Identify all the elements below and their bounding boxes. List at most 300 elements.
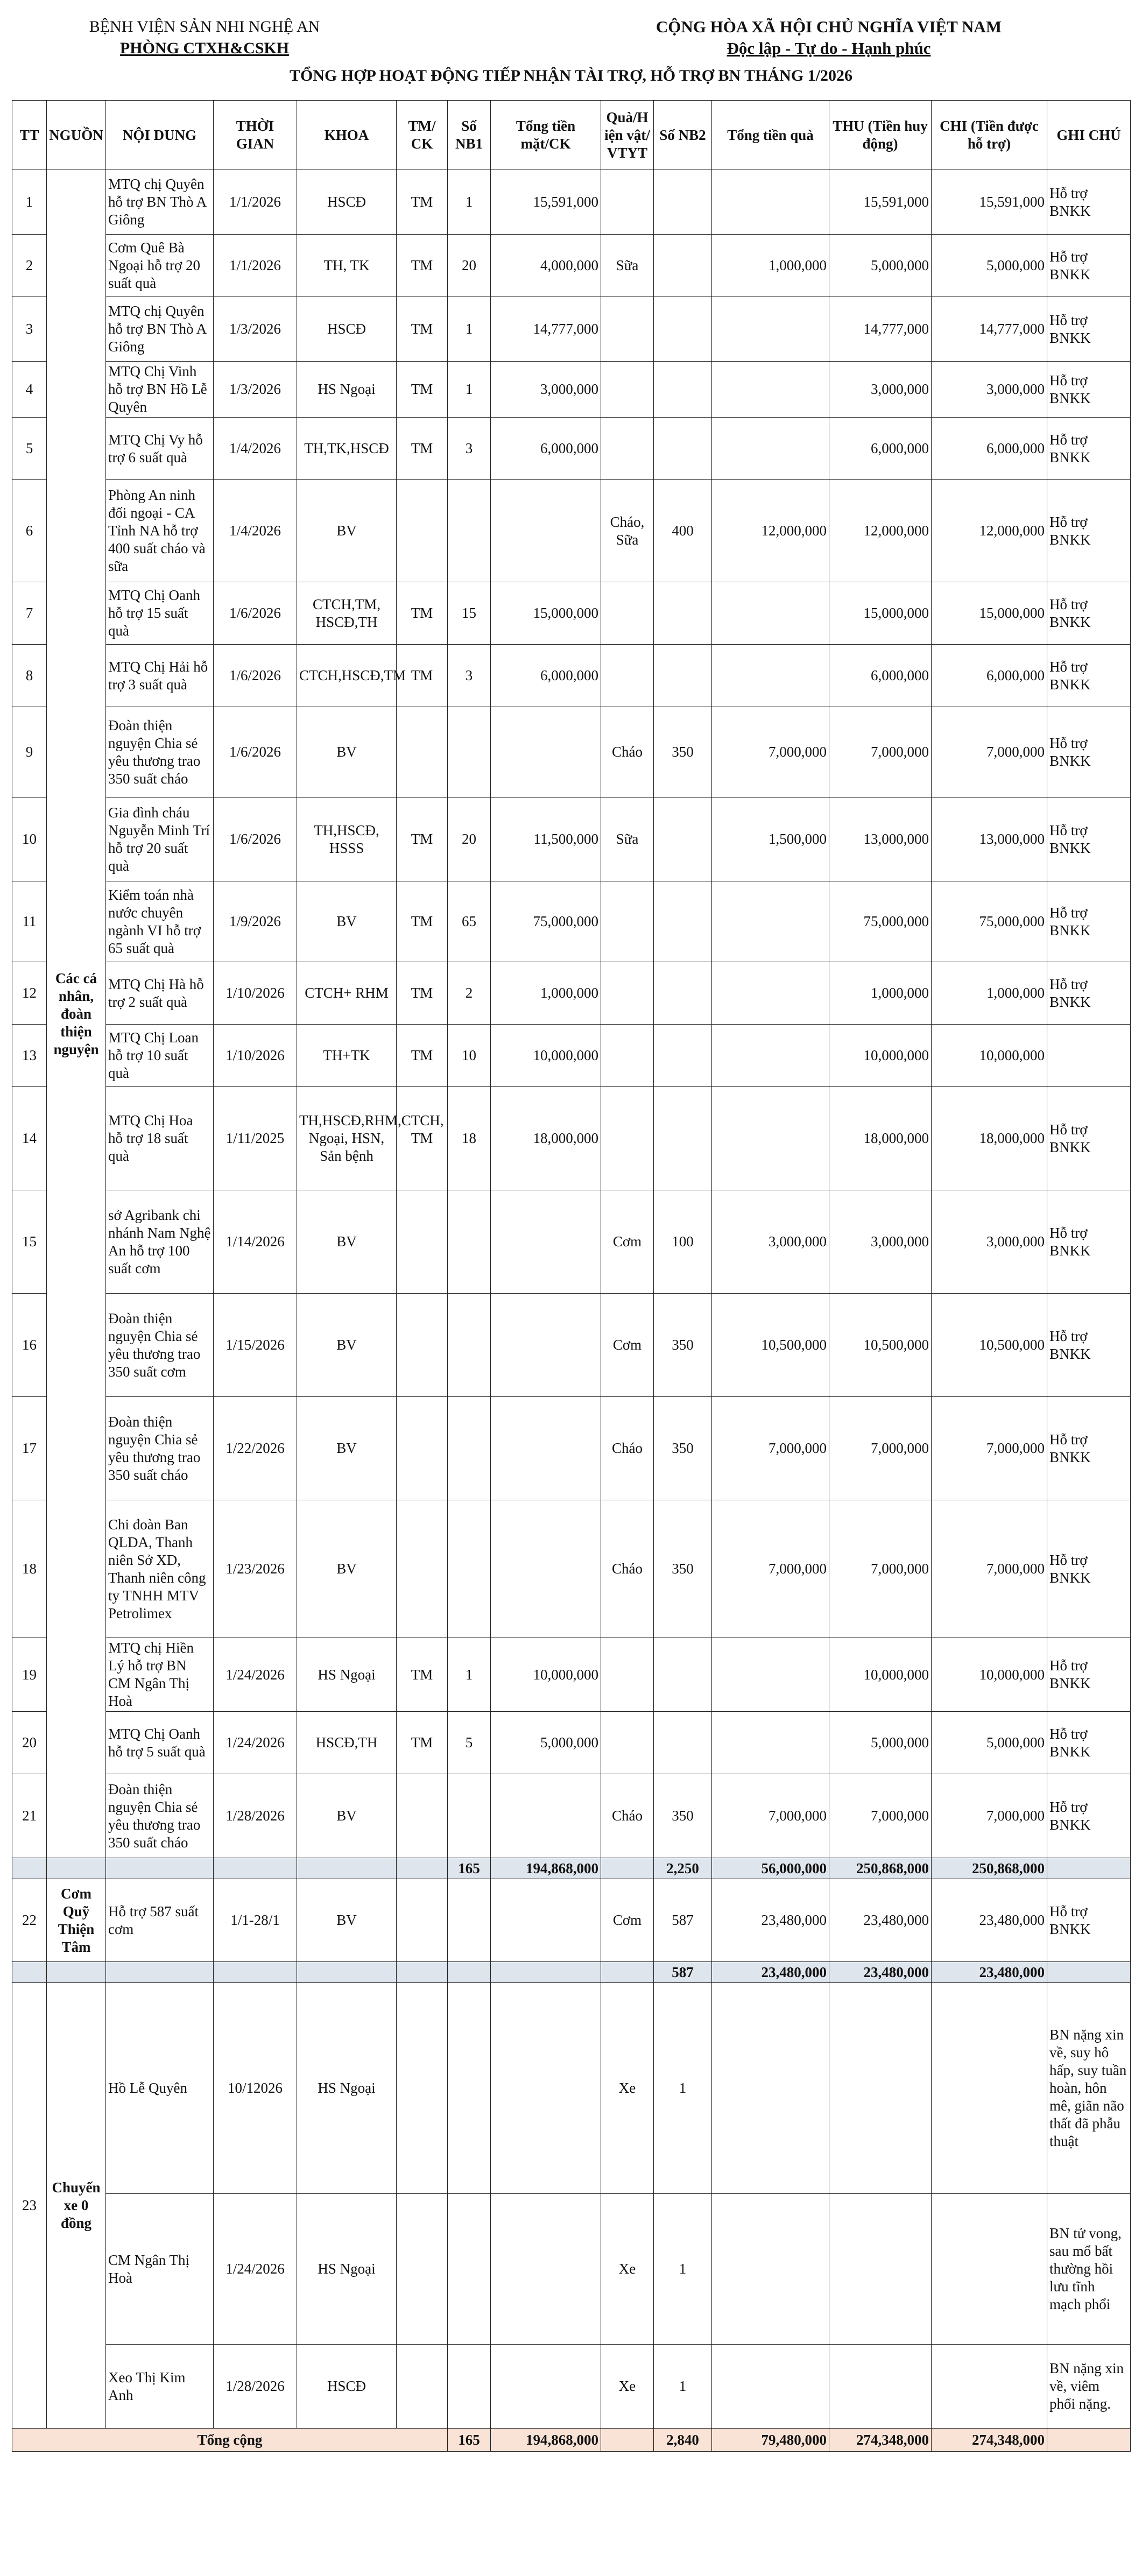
date-cell: 1/1-28/1 — [214, 1879, 297, 1962]
empty — [47, 1858, 106, 1879]
note-cell: Hỗ trợ BNKK — [1047, 1397, 1131, 1500]
gift-amount-cell — [712, 418, 829, 480]
col-header-nguon: NGUỒN — [47, 101, 106, 170]
row-number: 17 — [12, 1397, 47, 1500]
date-cell: 1/6/2026 — [214, 797, 297, 881]
organization-block — [65, 16, 344, 59]
patients-nb1-cell: 15 — [448, 582, 491, 645]
note-cell: Hỗ trợ BNKK — [1047, 1294, 1131, 1397]
cash-amount-cell — [491, 2345, 601, 2429]
gift-type-cell — [601, 1087, 654, 1190]
cash-amount-cell — [491, 1294, 601, 1397]
gift-amount-cell — [712, 1025, 829, 1087]
total-nb1: 165 — [448, 2429, 491, 2452]
income-cell: 3,000,000 — [829, 1190, 932, 1294]
date-cell: 1/6/2026 — [214, 645, 297, 707]
department-cell: BV — [297, 1879, 397, 1962]
cash-amount-cell: 18,000,000 — [491, 1087, 601, 1190]
gift-type-cell — [601, 362, 654, 418]
gift-amount-cell: 7,000,000 — [712, 1397, 829, 1500]
department-cell: BV — [297, 480, 397, 582]
payment-type-cell: TM — [397, 1712, 448, 1774]
table-row — [12, 418, 1131, 480]
patients-nb2-cell — [654, 362, 712, 418]
note-cell: BN nặng xin về, viêm phổi nặng. — [1047, 2345, 1131, 2429]
note-cell: Hỗ trợ BNKK — [1047, 1638, 1131, 1712]
gift-amount-cell — [712, 2194, 829, 2345]
date-cell: 1/24/2026 — [214, 2194, 297, 2345]
empty — [491, 1962, 601, 1983]
gift-amount-cell — [712, 1087, 829, 1190]
cash-amount-cell — [491, 1190, 601, 1294]
expense-cell: 6,000,000 — [932, 645, 1047, 707]
empty — [12, 1962, 47, 1983]
patients-nb2-cell — [654, 1638, 712, 1712]
table-row — [12, 362, 1131, 418]
expense-cell: 18,000,000 — [932, 1087, 1047, 1190]
note-cell: Hỗ trợ BNKK — [1047, 582, 1131, 645]
table-row — [12, 797, 1131, 881]
patients-nb2-cell: 350 — [654, 1294, 712, 1397]
table-row — [12, 1397, 1131, 1500]
note-cell: Hỗ trợ BNKK — [1047, 962, 1131, 1025]
cash-amount-cell: 4,000,000 — [491, 235, 601, 297]
subtotal-gift: 56,000,000 — [712, 1858, 829, 1879]
gift-type-cell — [601, 645, 654, 707]
cash-amount-cell: 15,000,000 — [491, 582, 601, 645]
cash-amount-cell — [491, 1774, 601, 1858]
subtotal-expense: 250,868,000 — [932, 1858, 1047, 1879]
payment-type-cell: TM — [397, 1638, 448, 1712]
department-cell: BV — [297, 1397, 397, 1500]
income-cell: 5,000,000 — [829, 235, 932, 297]
empty — [214, 1858, 297, 1879]
cash-amount-cell — [491, 2194, 601, 2345]
patients-nb1-cell — [448, 707, 491, 797]
date-cell: 1/24/2026 — [214, 1712, 297, 1774]
patients-nb1-cell — [448, 1879, 491, 1962]
expense-cell: 23,480,000 — [932, 1879, 1047, 1962]
payment-type-cell — [397, 480, 448, 582]
date-cell: 1/9/2026 — [214, 881, 297, 962]
cash-amount-cell — [491, 480, 601, 582]
patients-nb2-cell: 350 — [654, 707, 712, 797]
date-cell: 1/24/2026 — [214, 1638, 297, 1712]
total-gift: 79,480,000 — [712, 2429, 829, 2452]
patients-nb2-cell: 100 — [654, 1190, 712, 1294]
payment-type-cell — [397, 1879, 448, 1962]
gift-amount-cell — [712, 1638, 829, 1712]
patients-nb1-cell: 20 — [448, 797, 491, 881]
empty — [601, 1962, 654, 1983]
cash-amount-cell: 6,000,000 — [491, 418, 601, 480]
content-cell: MTQ Chị Hoa hỗ trợ 18 suất quà — [106, 1087, 214, 1190]
note-cell: Hỗ trợ BNKK — [1047, 235, 1131, 297]
payment-type-cell — [397, 1294, 448, 1397]
gift-amount-cell: 7,000,000 — [712, 1774, 829, 1858]
patients-nb1-cell — [448, 1294, 491, 1397]
gift-type-cell: Cơm — [601, 1294, 654, 1397]
row-number: 2 — [12, 235, 47, 297]
date-cell: 1/10/2026 — [214, 962, 297, 1025]
patients-nb1-cell: 2 — [448, 962, 491, 1025]
cash-amount-cell — [491, 1983, 601, 2194]
col-header-chi: CHI (Tiền được hỗ trợ) — [932, 101, 1047, 170]
patients-nb2-cell: 350 — [654, 1774, 712, 1858]
gift-type-cell: Sữa — [601, 235, 654, 297]
income-cell: 15,591,000 — [829, 170, 932, 235]
content-cell: sở Agribank chi nhánh Nam Nghệ An hỗ trợ 100 suất cơm — [106, 1190, 214, 1294]
income-cell: 75,000,000 — [829, 881, 932, 962]
table-row — [12, 707, 1131, 797]
date-cell: 1/4/2026 — [214, 418, 297, 480]
department-cell: CTCH,HSCĐ,TM — [297, 645, 397, 707]
expense-cell: 75,000,000 — [932, 881, 1047, 962]
content-cell: MTQ Chị Oanh hỗ trợ 5 suất quà — [106, 1712, 214, 1774]
table-row — [12, 1879, 1131, 1962]
patients-nb2-cell — [654, 235, 712, 297]
department-cell: HS Ngoại — [297, 1983, 397, 2194]
gift-type-cell: Cháo — [601, 1397, 654, 1500]
gift-amount-cell: 1,500,000 — [712, 797, 829, 881]
date-cell: 1/6/2026 — [214, 582, 297, 645]
cash-amount-cell: 6,000,000 — [491, 645, 601, 707]
gift-amount-cell: 12,000,000 — [712, 480, 829, 582]
table-row — [12, 1638, 1131, 1712]
note-cell: BN nặng xin về, suy hô hấp, suy tuần hoàn, hôn mê, giãn não thất đã phẫu thuật — [1047, 1983, 1131, 2194]
income-cell: 14,777,000 — [829, 297, 932, 362]
source-cell: Cơm Quỹ Thiện Tâm — [47, 1879, 106, 1962]
table-row — [12, 2194, 1131, 2345]
gift-amount-cell: 1,000,000 — [712, 235, 829, 297]
content-cell: Phòng An ninh đối ngoại - CA Tỉnh NA hỗ trợ 400 suất cháo và sữa — [106, 480, 214, 582]
department-cell: TH+TK — [297, 1025, 397, 1087]
total-expense: 274,348,000 — [932, 2429, 1047, 2452]
patients-nb2-cell: 1 — [654, 1983, 712, 2194]
gift-amount-cell: 7,000,000 — [712, 707, 829, 797]
cash-amount-cell: 10,000,000 — [491, 1025, 601, 1087]
expense-cell: 7,000,000 — [932, 1774, 1047, 1858]
gift-type-cell: Sữa — [601, 797, 654, 881]
patients-nb2-cell — [654, 1712, 712, 1774]
empty — [1047, 1858, 1131, 1879]
payment-type-cell — [397, 1397, 448, 1500]
table-row — [12, 297, 1131, 362]
expense-cell: 1,000,000 — [932, 962, 1047, 1025]
department-cell: HS Ngoại — [297, 362, 397, 418]
table-row — [12, 1087, 1131, 1190]
patients-nb1-cell — [448, 1774, 491, 1858]
department-cell: CTCH+ RHM — [297, 962, 397, 1025]
content-cell: Xeo Thị Kim Anh — [106, 2345, 214, 2429]
gift-type-cell: Cháo — [601, 707, 654, 797]
income-cell: 7,000,000 — [829, 1500, 932, 1638]
gift-type-cell — [601, 1712, 654, 1774]
expense-cell: 14,777,000 — [932, 297, 1047, 362]
income-cell — [829, 2194, 932, 2345]
col-header-so-nb1: Số NB1 — [448, 101, 491, 170]
cash-amount-cell: 10,000,000 — [491, 1638, 601, 1712]
patients-nb2-cell: 350 — [654, 1397, 712, 1500]
row-number: 22 — [12, 1879, 47, 1962]
date-cell: 1/4/2026 — [214, 480, 297, 582]
date-cell: 1/1/2026 — [214, 170, 297, 235]
table-row — [12, 1500, 1131, 1638]
department-cell: BV — [297, 1774, 397, 1858]
report-title: TỔNG HỢP HOẠT ĐỘNG TIẾP NHẬN TÀI TRỢ, HỖ TRỢ BN THÁNG 1/2026 — [289, 67, 853, 84]
total-cash: 194,868,000 — [491, 2429, 601, 2452]
note-cell: Hỗ trợ BNKK — [1047, 1190, 1131, 1294]
gift-amount-cell — [712, 645, 829, 707]
patients-nb2-cell — [654, 170, 712, 235]
source-cell: Chuyến xe 0 đồng — [47, 1983, 106, 2429]
payment-type-cell: TM — [397, 582, 448, 645]
col-header-qua: Quà/H iện vật/ VTYT — [601, 101, 654, 170]
patients-nb1-cell: 3 — [448, 418, 491, 480]
expense-cell: 3,000,000 — [932, 362, 1047, 418]
date-cell: 10/12026 — [214, 1983, 297, 2194]
income-cell: 15,000,000 — [829, 582, 932, 645]
cash-amount-cell: 75,000,000 — [491, 881, 601, 962]
empty — [297, 1962, 397, 1983]
content-cell: MTQ chị Quyên hỗ trợ BN Thò A Giông — [106, 170, 214, 235]
patients-nb1-cell — [448, 480, 491, 582]
note-cell: Hỗ trợ BNKK — [1047, 362, 1131, 418]
department-cell: HSCĐ,TH — [297, 1712, 397, 1774]
row-number: 13 — [12, 1025, 47, 1087]
gift-amount-cell — [712, 1983, 829, 2194]
cash-amount-cell — [491, 1397, 601, 1500]
patients-nb1-cell: 3 — [448, 645, 491, 707]
note-cell: Hỗ trợ BNKK — [1047, 1774, 1131, 1858]
summary-table — [12, 100, 1131, 2452]
department-cell: HSCĐ — [297, 170, 397, 235]
department-cell: HS Ngoại — [297, 1638, 397, 1712]
income-cell — [829, 1983, 932, 2194]
content-cell: Cơm Quê Bà Ngoại hỗ trợ 20 suất quà — [106, 235, 214, 297]
row-number: 3 — [12, 297, 47, 362]
subtotal-expense: 23,480,000 — [932, 1962, 1047, 1983]
content-cell: Gia đình cháu Nguyễn Minh Trí hỗ trợ 20 suất quà — [106, 797, 214, 881]
patients-nb2-cell: 587 — [654, 1879, 712, 1962]
col-header-noi-dung: NỘI DUNG — [106, 101, 214, 170]
gift-amount-cell — [712, 582, 829, 645]
income-cell: 10,000,000 — [829, 1638, 932, 1712]
department-cell: TH,TK,HSCĐ — [297, 418, 397, 480]
patients-nb2-cell: 1 — [654, 2345, 712, 2429]
patients-nb1-cell — [448, 1500, 491, 1638]
subtotal-nb2: 2,250 — [654, 1858, 712, 1879]
row-number: 23 — [12, 1983, 47, 2429]
patients-nb1-cell — [448, 2194, 491, 2345]
subtotal-row — [12, 1962, 1131, 1983]
row-number: 6 — [12, 480, 47, 582]
content-cell: MTQ Chị Loan hỗ trợ 10 suất quà — [106, 1025, 214, 1087]
table-row — [12, 170, 1131, 235]
subtotal-cash: 194,868,000 — [491, 1858, 601, 1879]
empty — [214, 1962, 297, 1983]
table-header-row — [12, 101, 1131, 170]
content-cell: MTQ Chị Oanh hỗ trợ 15 suất quà — [106, 582, 214, 645]
department-cell: TH, TK — [297, 235, 397, 297]
gift-amount-cell: 7,000,000 — [712, 1500, 829, 1638]
payment-type-cell: TM — [397, 170, 448, 235]
cash-amount-cell: 3,000,000 — [491, 362, 601, 418]
subtotal-income: 23,480,000 — [829, 1962, 932, 1983]
income-cell: 18,000,000 — [829, 1087, 932, 1190]
payment-type-cell — [397, 1500, 448, 1638]
payment-type-cell — [397, 2345, 448, 2429]
income-cell: 10,500,000 — [829, 1294, 932, 1397]
gift-amount-cell: 23,480,000 — [712, 1879, 829, 1962]
income-cell: 13,000,000 — [829, 797, 932, 881]
subtotal-income: 250,868,000 — [829, 1858, 932, 1879]
row-number: 4 — [12, 362, 47, 418]
col-header-tm-ck: TM/ CK — [397, 101, 448, 170]
payment-type-cell: TM — [397, 881, 448, 962]
col-header-tong-tien: Tổng tiền mặt/CK — [491, 101, 601, 170]
income-cell: 7,000,000 — [829, 1774, 932, 1858]
empty — [601, 1858, 654, 1879]
gift-type-cell: Cháo — [601, 1774, 654, 1858]
expense-cell: 7,000,000 — [932, 1397, 1047, 1500]
date-cell: 1/1/2026 — [214, 235, 297, 297]
row-number: 14 — [12, 1087, 47, 1190]
content-cell: MTQ Chị Hà hỗ trợ 2 suất quà — [106, 962, 214, 1025]
col-header-tong-qua: Tổng tiền quà — [712, 101, 829, 170]
patients-nb1-cell: 1 — [448, 170, 491, 235]
total-income: 274,348,000 — [829, 2429, 932, 2452]
content-cell: Đoàn thiện nguyện Chia sẻ yêu thương trao 350 suất cháo — [106, 1774, 214, 1858]
payment-type-cell: TM — [397, 645, 448, 707]
row-number: 21 — [12, 1774, 47, 1858]
cash-amount-cell: 11,500,000 — [491, 797, 601, 881]
department-name: PHÒNG CTXH&CSKH — [119, 39, 290, 57]
expense-cell: 5,000,000 — [932, 235, 1047, 297]
cash-amount-cell: 15,591,000 — [491, 170, 601, 235]
table-row — [12, 962, 1131, 1025]
note-cell: Hỗ trợ BNKK — [1047, 797, 1131, 881]
row-number: 16 — [12, 1294, 47, 1397]
patients-nb1-cell: 65 — [448, 881, 491, 962]
expense-cell: 6,000,000 — [932, 418, 1047, 480]
expense-cell — [932, 1983, 1047, 2194]
payment-type-cell: TM — [397, 1025, 448, 1087]
date-cell: 1/22/2026 — [214, 1397, 297, 1500]
source-cell: Các cá nhân, đoàn thiện nguyện — [47, 170, 106, 1858]
empty — [1047, 1962, 1131, 1983]
patients-nb2-cell — [654, 962, 712, 1025]
date-cell: 1/28/2026 — [214, 2345, 297, 2429]
note-cell: Hỗ trợ BNKK — [1047, 645, 1131, 707]
patients-nb1-cell — [448, 1397, 491, 1500]
cash-amount-cell: 5,000,000 — [491, 1712, 601, 1774]
gift-type-cell — [601, 1025, 654, 1087]
patients-nb2-cell — [654, 297, 712, 362]
income-cell: 7,000,000 — [829, 1397, 932, 1500]
note-cell: Hỗ trợ BNKK — [1047, 418, 1131, 480]
payment-type-cell: TM — [397, 297, 448, 362]
col-header-ghi-chu: GHI CHÚ — [1047, 101, 1131, 170]
content-cell: Hỗ trợ 587 suất cơm — [106, 1879, 214, 1962]
payment-type-cell: TM — [397, 418, 448, 480]
patients-nb1-cell — [448, 2345, 491, 2429]
expense-cell: 5,000,000 — [932, 1712, 1047, 1774]
table-row — [12, 1774, 1131, 1858]
content-cell: Đoàn thiện nguyện Chia sẻ yêu thương trao 350 suất cháo — [106, 1397, 214, 1500]
content-cell: Chi đoàn Ban QLDA, Thanh niên Sở XD, Thanh niên công ty TNHH MTV Petrolimex — [106, 1500, 214, 1638]
col-header-so-nb2: Số NB2 — [654, 101, 712, 170]
department-cell: BV — [297, 707, 397, 797]
subtotal-gift: 23,480,000 — [712, 1962, 829, 1983]
table-row — [12, 1294, 1131, 1397]
col-header-thu: THU (Tiền huy động) — [829, 101, 932, 170]
gift-type-cell — [601, 170, 654, 235]
date-cell: 1/28/2026 — [214, 1774, 297, 1858]
col-header-khoa: KHOA — [297, 101, 397, 170]
patients-nb1-cell: 10 — [448, 1025, 491, 1087]
empty — [601, 2429, 654, 2452]
country-name: CỘNG HÒA XÃ HỘI CHỦ NGHĨA VIỆT NAM — [655, 17, 1002, 36]
row-number: 11 — [12, 881, 47, 962]
gift-amount-cell — [712, 2345, 829, 2429]
department-cell: BV — [297, 1500, 397, 1638]
patients-nb1-cell — [448, 1983, 491, 2194]
gift-type-cell: Cháo, Sữa — [601, 480, 654, 582]
empty — [12, 1858, 47, 1879]
patients-nb1-cell: 1 — [448, 1638, 491, 1712]
patients-nb2-cell — [654, 797, 712, 881]
income-cell: 10,000,000 — [829, 1025, 932, 1087]
gift-amount-cell — [712, 881, 829, 962]
department-cell: HS Ngoại — [297, 2194, 397, 2345]
payment-type-cell — [397, 1774, 448, 1858]
table-row — [12, 2345, 1131, 2429]
note-cell: Hỗ trợ BNKK — [1047, 1879, 1131, 1962]
table-row — [12, 645, 1131, 707]
department-cell: BV — [297, 1294, 397, 1397]
department-cell: TH,HSCĐ, HSSS — [297, 797, 397, 881]
gift-type-cell: Cơm — [601, 1190, 654, 1294]
expense-cell — [932, 2345, 1047, 2429]
row-number: 1 — [12, 170, 47, 235]
row-number: 12 — [12, 962, 47, 1025]
payment-type-cell: TM — [397, 962, 448, 1025]
date-cell: 1/3/2026 — [214, 297, 297, 362]
subtotal-nb2: 587 — [654, 1962, 712, 1983]
income-cell: 12,000,000 — [829, 480, 932, 582]
content-cell: MTQ Chị Hải hỗ trợ 3 suất quà — [106, 645, 214, 707]
patients-nb1-cell: 1 — [448, 362, 491, 418]
income-cell: 3,000,000 — [829, 362, 932, 418]
department-cell: HSCĐ — [297, 2345, 397, 2429]
empty — [1047, 2429, 1131, 2452]
grand-total-row — [12, 2429, 1131, 2452]
expense-cell — [932, 2194, 1047, 2345]
department-cell: HSCĐ — [297, 297, 397, 362]
empty — [47, 1962, 106, 1983]
subtotal-nb1: 165 — [448, 1858, 491, 1879]
empty — [397, 1858, 448, 1879]
col-header-thoi-gian: THỜI GIAN — [214, 101, 297, 170]
row-number: 8 — [12, 645, 47, 707]
row-number: 9 — [12, 707, 47, 797]
department-cell: BV — [297, 1190, 397, 1294]
row-number: 15 — [12, 1190, 47, 1294]
gift-amount-cell — [712, 297, 829, 362]
patients-nb2-cell — [654, 582, 712, 645]
income-cell: 5,000,000 — [829, 1712, 932, 1774]
